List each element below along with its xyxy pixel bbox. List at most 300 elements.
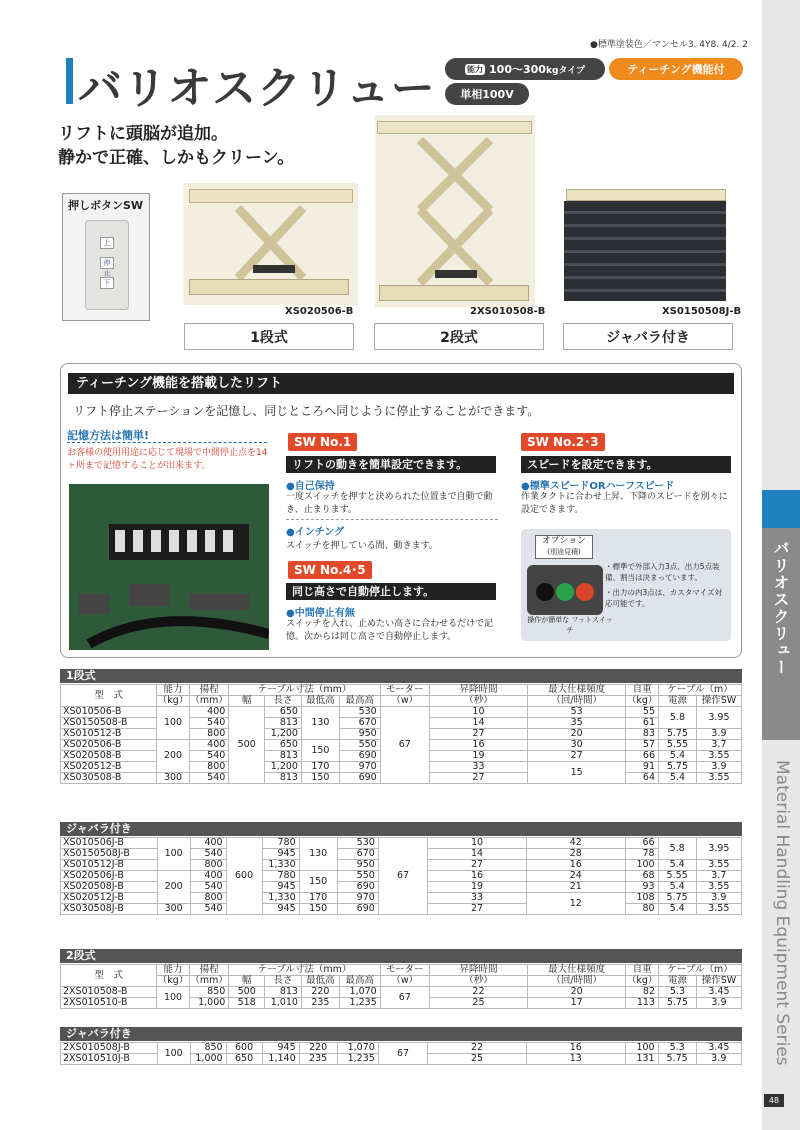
option-label [535,535,593,559]
stage-label-3: ジャバラ付き [563,323,733,350]
table-cell: 3.9 [696,762,741,773]
table-cell: 220 [299,1043,337,1054]
model-cell: XS020508-B [61,751,157,762]
teaching-title: ティーチング機能を搭載したリフト [68,373,734,394]
unit: （回/時間） [528,696,626,707]
table-cell: 16 [526,860,625,871]
table-cell: 15 [528,762,626,784]
table-cell: 22 [428,1043,527,1054]
spec-table-1stage-bellows [60,837,742,915]
model-cell: XS030508-B [61,773,157,784]
table-cell: 100 [625,1043,658,1054]
table-cell: 3.55 [696,882,741,893]
table-cell: 91 [626,762,659,773]
table-cell: 945 [262,849,299,860]
stage-label-1: 1段式 [184,323,354,350]
table-cell: 150 [299,904,337,915]
table-cell: 970 [337,893,378,904]
table-cell: 5.4 [659,773,697,784]
model-cell: XS020506-B [61,740,157,751]
table-cell: 19 [429,751,527,762]
table-cell: 27 [428,904,527,915]
col-cap: 能力 [157,965,190,976]
table-cell: 108 [625,893,658,904]
table-cell: 3.55 [696,751,741,762]
table-cell: 14 [429,718,527,729]
table-cell: 813 [265,987,302,998]
table-cell: 3.9 [696,998,741,1009]
col-length: 長さ [265,976,302,987]
table-cell: 5.75 [658,1054,696,1065]
table-cell: 1,200 [265,729,302,740]
model-cell: XS010512-B [61,729,157,740]
foot-switch-image [527,565,603,615]
col-freq: 最大仕様頻度 [528,965,626,976]
unit: （kg） [626,695,658,706]
table-cell: 42 [526,838,625,849]
table-cell: 150 [301,773,339,784]
table-cell: 1,070 [339,987,380,998]
table-cell: 800 [190,893,226,904]
table-cell: 100 [625,860,658,871]
sw23-badge: SW No.2･3 [521,433,605,451]
table-cell: 650 [226,1054,262,1065]
table-cell: 540 [189,773,228,784]
table-cell: 20 [528,987,626,998]
option-notes [605,561,727,609]
col-stroke: 揚程 [189,965,228,976]
sw45-f1-title: ●中間停止有無 [286,608,355,619]
table-cell: 780 [262,838,299,849]
table-cell: 5.4 [658,904,696,915]
table-row [61,707,742,718]
model-cell: XS020508J-B [61,882,158,893]
table-cell: 5.75 [659,762,697,773]
table-cell: 113 [626,998,659,1009]
col-motor: モーター [380,685,429,696]
model-label-3: XS0150508J-B [662,306,742,317]
model-cell: 2XS010508-B [61,987,157,998]
section-1stage: 1段式 [60,669,742,683]
table-cell: 813 [265,718,302,729]
col-cable: ケーブル（m） [659,685,742,696]
table-cell: 33 [429,762,527,773]
table-cell: 3.7 [696,871,741,882]
table-cell: 61 [626,718,659,729]
table-cell: 670 [337,849,378,860]
table-cell: 1,200 [265,762,302,773]
table-cell: 25 [428,1054,527,1065]
memory-desc: お客様の使用用途に応じて現場で中間停止点を14ヶ所まで記憶することが出来ます。 [67,448,268,471]
page-number: 48 [764,1094,784,1107]
col-stroke: 揚程 [189,685,228,696]
section-2stage: 2段式 [60,949,742,963]
table-cell: 1,000 [189,998,228,1009]
model-cell: XS0150508J-B [61,849,158,860]
table-cell: 1,330 [262,860,299,871]
col-cap: 能力 [157,685,190,696]
table-cell: 300 [157,773,190,784]
table-cell: 1,140 [262,1054,299,1065]
unit: （秒） [429,976,527,987]
phase-badge: 単相100V [445,83,529,105]
table-cell: 945 [262,904,299,915]
col-max: 最高高 [339,696,380,707]
col-width: 幅 [229,696,265,707]
model-cell: XS010506J-B [61,838,158,849]
sw23-f1-text: 作業タクトに合わせ上昇、下降のスピードを別々に設定できます。 [521,492,728,515]
table-cell: 400 [189,740,228,751]
table-cell: 5.55 [658,871,696,882]
table-cell: 78 [625,849,658,860]
table-cell: 540 [190,882,226,893]
table-cell: 690 [337,904,378,915]
model-cell: XS010506-B [61,707,157,718]
table-cell: 170 [301,762,339,773]
table-cell: 82 [626,987,659,998]
table-cell: 67 [378,838,427,915]
option-box [521,529,731,641]
table-cell: 67 [380,987,429,1009]
table-cell: 5.8 [659,707,697,729]
col-min: 最低高 [301,976,339,987]
title-accent-bar [66,58,73,104]
tagline [58,122,294,170]
table-cell: 3.45 [696,1043,741,1054]
unit: （mm） [190,975,228,986]
table-cell: 24 [526,871,625,882]
table-cell: 540 [190,904,226,915]
table-cell: 53 [528,707,626,718]
table-cell: 690 [339,773,380,784]
sw1-f1-title: ●自己保持 [286,481,335,492]
model-cell: 2XS010508J-B [61,1043,158,1054]
table-cell: 17 [528,998,626,1009]
table-cell: 3.45 [696,987,741,998]
table-cell: 400 [190,871,226,882]
table-cell: 235 [301,998,339,1009]
table-cell: 5.75 [658,893,696,904]
unit: （kg） [626,975,658,986]
col-time: 昇降時間 [429,685,527,696]
table-cell: 68 [625,871,658,882]
table-cell: 5.75 [659,998,697,1009]
teaching-desc: リフト停止ステーションを記憶し、同じところへ同じように停止することができます。 [73,404,540,418]
model-label-1: XS020506-B [285,306,354,317]
sidebar-accent [762,490,800,528]
model-cell: XS010512J-B [61,860,158,871]
model-cell: XS020512J-B [61,893,158,904]
stage-label-2: 2段式 [374,323,544,350]
table-cell: 3.9 [696,1054,741,1065]
col-min: 最低高 [301,696,339,707]
capacity-unit: kgタイプ [545,65,585,76]
spec-table-1stage [60,684,742,784]
table-cell: 813 [265,773,302,784]
table-cell: 540 [189,718,228,729]
table-cell: 970 [339,762,380,773]
table-cell: 66 [626,751,659,762]
table-cell: 30 [528,740,626,751]
table-cell: 300 [157,904,190,915]
sw1-f2-text: スイッチを押している間、動きます。 [286,541,438,551]
sw1-badge: SW No.1 [288,433,357,451]
table-cell: 100 [157,838,190,871]
col-cable: ケーブル（m） [659,965,742,976]
table-cell: 530 [339,707,380,718]
col-power: 電源 [659,976,697,987]
option-note-2: ・出力の内3点は、カスタマイズ対応可能です。 [605,588,723,608]
spec-table-2stage-bellows [60,1042,742,1065]
table-cell: 5.4 [658,860,696,871]
table-cell: 200 [157,871,190,904]
sw45-bar: 同じ高さで自動停止します。 [286,583,496,600]
sw23-bar: スピードを設定できます。 [521,456,731,473]
table-cell: 67 [378,1043,427,1065]
col-weight: 自重 [626,685,659,696]
foot-switch-icon [527,565,603,615]
table-cell: 500 [229,987,265,998]
lift-table-top [566,189,726,201]
sidebar-series-en: Material Handling Equipment Series [772,760,792,1066]
table-cell: 10 [429,707,527,718]
table-cell: 670 [339,718,380,729]
table-cell: 150 [299,871,337,893]
table-cell: 55 [626,707,659,718]
table-cell: 850 [190,1043,226,1054]
table-cell: 3.95 [696,707,741,729]
sw1-bar: リフトの動きを簡単設定できます。 [286,456,496,473]
sw23-f1-title: ●標準スピードORハーフスピード [521,481,675,492]
table-cell: 22 [429,987,527,998]
page-title: バリオスクリュー [78,63,436,114]
table-cell: 170 [299,893,337,904]
teaching-feature-box [60,363,742,658]
table-cell: 950 [339,729,380,740]
col-model: 型 式 [61,685,157,707]
table-cell: 16 [429,740,527,751]
table-cell: 850 [189,987,228,998]
table-cell: 5.75 [659,729,697,740]
table-cell: 950 [337,860,378,871]
table-cell: 28 [526,849,625,860]
divider [67,442,267,443]
table-cell: 5.8 [658,838,696,860]
table-cell: 800 [189,762,228,773]
table-cell: 690 [337,882,378,893]
col-width: 幅 [229,976,265,987]
unit: （kg） [157,975,189,986]
table-cell: 20 [528,729,626,740]
table-cell: 25 [429,998,527,1009]
capacity-tag: 能力 [467,64,484,74]
col-weight: 自重 [626,965,659,976]
table-cell: 100 [157,987,190,1009]
table-cell: 650 [265,707,302,718]
divider [286,519,498,520]
sw45-f1-text: スイッチを入れ、止めたい高さに合わせるだけで記憶。次からは同じ高さで自動停止します。 [286,619,494,642]
unit: （秒） [429,696,527,707]
table-cell: 3.7 [696,740,741,751]
stop-button-icon: 停止 [100,257,114,269]
table-cell: 780 [262,871,299,882]
table-cell: 35 [528,718,626,729]
col-freq: 最大仕様頻度 [528,685,626,696]
pushbutton-label: 押しボタンSW [68,199,144,212]
model-cell: 2XS010510J-B [61,1054,158,1065]
col-opsw: 操作SW [696,976,741,987]
table-cell: 21 [526,882,625,893]
table-cell: 13 [526,1054,625,1065]
table-cell: 1,235 [339,998,380,1009]
table-cell: 5.55 [659,740,697,751]
table-cell: 500 [229,707,265,784]
table-cell: 130 [301,707,339,740]
model-cell: XS030508J-B [61,904,158,915]
table-cell: 3.9 [696,729,741,740]
col-max: 最高高 [339,976,380,987]
option-sub: (別途見積) [547,548,581,556]
model-cell: XS0150508-B [61,718,157,729]
col-length: 長さ [265,696,302,707]
table-cell: 27 [429,773,527,784]
table-cell: 33 [428,893,527,904]
table-cell: 3.55 [696,904,741,915]
table-cell: 3.55 [696,860,741,871]
table-cell: 16 [526,1043,625,1054]
table-cell: 130 [299,838,337,871]
table-cell: 600 [226,1043,262,1054]
model-cell: XS020512-B [61,762,157,773]
table-cell: 540 [190,849,226,860]
table-cell: 27 [429,729,527,740]
table-cell: 550 [337,871,378,882]
table-cell: 800 [189,729,228,740]
table-cell: 10 [428,838,527,849]
table-cell: 57 [626,740,659,751]
table-cell: 220 [301,987,339,998]
table-cell: 1,010 [265,998,302,1009]
col-power: 電源 [659,696,697,707]
table-cell: 3.95 [696,838,741,860]
table-cell: 83 [626,729,659,740]
model-cell: XS020506J-B [61,871,158,882]
table-cell: 27 [428,860,527,871]
table-cell: 813 [265,751,302,762]
unit: （mm） [190,695,228,706]
table-cell: 400 [189,707,228,718]
table-cell: 945 [262,882,299,893]
tagline-line1: リフトに頭脳が追加。 [58,124,228,144]
option-note-1: ・標準で外部入力3点、出力5点装備、割当は決まっています。 [605,562,720,582]
paint-spec: ●標準塗装色／マンセル3. 4Y8. 4/2. 2 [590,40,748,50]
sw1-f2-title: ●インチング [286,527,345,538]
table-cell: 93 [625,882,658,893]
pushbutton-pendant [85,220,129,310]
table-cell: 1,235 [337,1054,378,1065]
table-cell: 19 [428,882,527,893]
bellows-cover [564,201,726,301]
circuit-board-photo [69,484,269,650]
table-cell: 945 [262,1043,299,1054]
sw45-badge: SW No.4･5 [288,561,372,579]
table-cell: 100 [157,707,190,740]
table-cell: 131 [625,1054,658,1065]
unit: （kg） [157,695,189,706]
table-cell: 600 [226,838,262,915]
table-cell: 64 [626,773,659,784]
lift-bellows-image [562,183,730,309]
col-opsw: 操作SW [696,696,741,707]
table-cell: 800 [190,860,226,871]
down-button-icon: 下 [100,277,114,289]
col-table-dim: テーブル寸法（mm） [229,965,380,976]
pushbutton-switch-figure [62,193,150,321]
table-cell: 12 [526,893,625,915]
dip-switch-icon [69,484,269,650]
table-row [61,987,742,998]
col-time: 昇降時間 [429,965,527,976]
col-model: 型 式 [61,965,157,987]
table-cell: 235 [299,1054,337,1065]
foot-switch-caption: 操作が簡単な フットスイッチ [527,616,613,634]
table-cell: 5.4 [658,882,696,893]
table-cell: 540 [189,751,228,762]
table-cell: 14 [428,849,527,860]
table-cell: 100 [157,1043,190,1065]
section-2stage-bellows: ジャバラ付き [60,1027,742,1041]
sidebar-title-jp: バリオスクリュー [771,540,790,676]
table-row [61,1043,742,1054]
unit: （回/時間） [528,976,626,987]
table-cell: 530 [337,838,378,849]
table-row [61,838,742,849]
scissor-icon [375,115,535,307]
table-cell: 150 [301,740,339,762]
col-motor: モーター [380,965,429,976]
table-cell: 5.3 [659,987,697,998]
lift-base [189,279,349,295]
capacity-badge [445,58,605,80]
memory-title: 記憶方法は簡単! [67,429,150,442]
section-1stage-bellows: ジャバラ付き [60,822,742,836]
teaching-badge: ティーチング機能付 [609,58,743,80]
table-cell: 1,000 [190,1054,226,1065]
lift-2stage-image [375,115,535,307]
col-table-dim: テーブル寸法（mm） [229,685,380,696]
spec-table-2stage [60,964,742,1009]
table-cell: 518 [229,998,265,1009]
table-cell: 27 [528,751,626,762]
table-cell: 200 [157,740,190,773]
table-cell: 16 [428,871,527,882]
lift-1stage-image [183,183,358,305]
table-cell: 650 [265,740,302,751]
table-cell: 1,070 [337,1043,378,1054]
table-cell: 67 [380,707,429,784]
table-cell: 3.55 [696,773,741,784]
table-cell: 5.4 [659,751,697,762]
lift-base [379,285,529,301]
model-cell: 2XS010510-B [61,998,157,1009]
unit: （w） [380,696,429,707]
table-cell: 690 [339,751,380,762]
tagline-line2: 静かで正確、しかもクリーン。 [58,148,295,168]
table-cell: 66 [625,838,658,849]
sw1-f1-text: 一度スイッチを押すと決められた位置まで自動で動き、止まります。 [286,492,493,515]
capacity-value: 100〜300 [489,63,546,76]
table-cell: 80 [625,904,658,915]
